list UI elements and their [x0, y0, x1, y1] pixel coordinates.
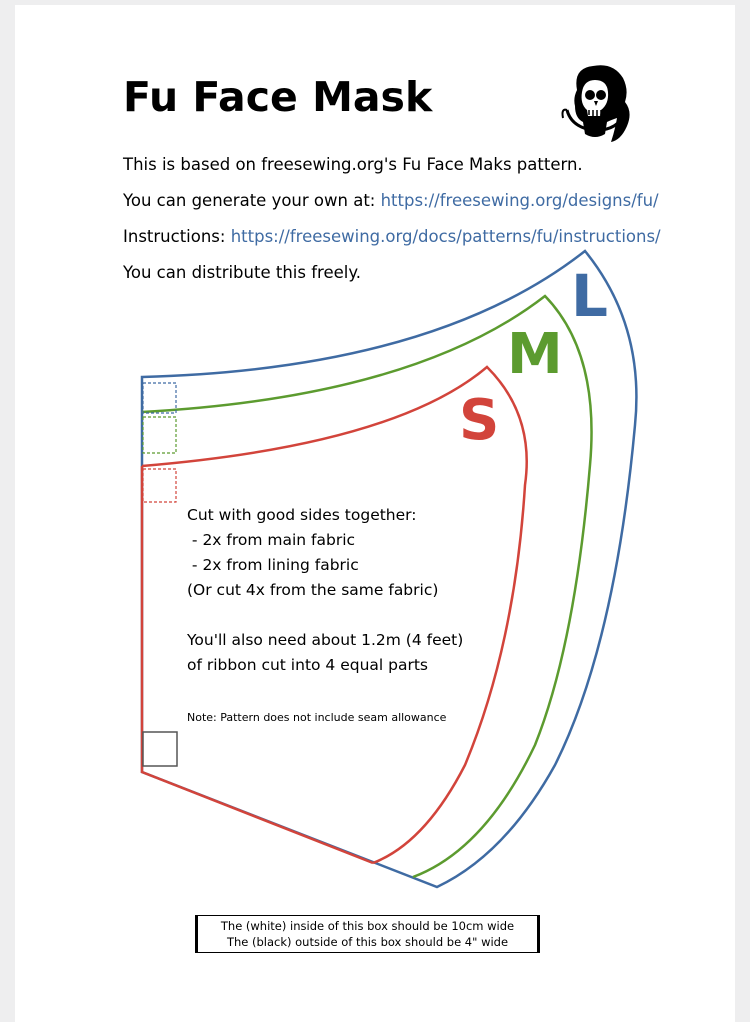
ribbon-mark [143, 732, 177, 766]
size-label-m: M [507, 322, 563, 387]
instructions-prefix: Instructions: [123, 227, 231, 246]
calibration-box [195, 915, 540, 953]
cut-line: - 2x from lining fabric [187, 556, 359, 574]
cut-line: Cut with good sides together: [187, 506, 417, 524]
cut-line [187, 603, 463, 628]
fold-mark-l [143, 383, 176, 413]
cut-instructions [187, 503, 463, 678]
size-label-l: L [571, 262, 608, 330]
seam-allowance-note: Note: Pattern does not include seam allowance [187, 711, 447, 724]
instructions-link[interactable]: https://freesewing.org/docs/patterns/fu/instructions/ [230, 227, 661, 246]
distribute-line: You can distribute this freely. [123, 263, 361, 282]
cut-line: You'll also need about 1.2m (4 feet) [187, 631, 464, 649]
cut-line: - 2x from main fabric [187, 531, 356, 549]
size-label-s: S [459, 388, 500, 453]
generate-link[interactable]: https://freesewing.org/designs/fu/ [380, 191, 659, 210]
cut-line: (Or cut 4x from the same fabric) [187, 581, 439, 599]
generate-prefix: You can generate your own at: [123, 191, 381, 210]
fold-mark-s [143, 469, 176, 502]
calibration-line-1: The (white) inside of this box should be 10cm wide [220, 919, 515, 933]
page-title: Fu Face Mask [123, 73, 433, 121]
pattern-page [15, 5, 735, 1022]
intro-line: This is based on freesewing.org's Fu Face Maks pattern. [123, 155, 583, 174]
cut-line: of ribbon cut into 4 equal parts [187, 656, 429, 674]
calibration-line-2: The (black) outside of this box should be 4" wide [226, 935, 509, 949]
fold-mark-m [143, 417, 176, 453]
